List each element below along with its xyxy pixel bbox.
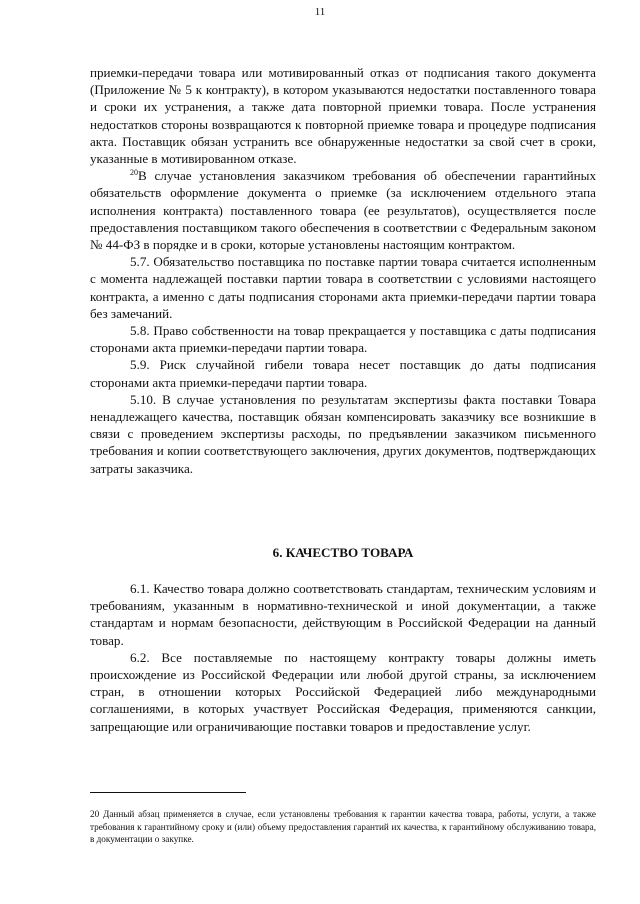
paragraph-5-10: 5.10. В случае установления по результатам экспертизы факта поставки Товара ненадлежащего качества, поставщик обязан компенсировать заказчику все возникшие в связи с проведением экспертизы расходы, по предъявлении заказчиком письменного требования и копии соответствующего заключения, других документов, подтверждающих затраты заказчика. <box>90 391 596 476</box>
section-heading: 6. КАЧЕСТВО ТОВАРА <box>272 545 414 560</box>
body-text <box>90 64 596 477</box>
page-number: 11 <box>314 6 326 18</box>
paragraph-6-1: 6.1. Качество товара должно соответствовать стандартам, техническим условиям и требованиям, указанным в нормативно-технической и иной документации, а также стандартам и нормам безопасности, действующим в Российской Федерации на данный товар. <box>90 581 596 648</box>
paragraph-5-7: 5.7. Обязательство поставщика по поставке партии товара считается исполненным с момента надлежащей поставки партии товара в соответствии с условиями настоящего контракта, а именно с даты подписания сторонами акта приемки-передачи партии товара без замечаний. <box>90 254 596 321</box>
paragraph-guarantee <box>90 167 596 253</box>
footnote-separator <box>90 792 246 793</box>
paragraph-5-8: 5.8. Право собственности на товар прекращается у поставщика с даты подписания сторонами акта приемки-передачи партии товара. <box>90 323 596 356</box>
paragraph-6-2: 6.2. Все поставляемые по настоящему контракту товары должны иметь происхождение из Российской Федерации или любой другой страны, за исключением стран, в отношении которых Российской Федерацией либо международными соглашениями, в которых участвует Российская Федерация, применяются санкции, запрещающие или ограничивающие поставки товаров и предоставление услуг. <box>90 649 596 734</box>
paragraph-guarantee-text: В случае установления заказчиком требования об обеспечении гарантийных обязательств оформление документа о приемке (за исключением отдельного этапа исполнения контракта) поставленного товара (ее результатов), осуществляется после предоставления поставщиком такого обеспечения в соответствии с Федеральным законом № 44-ФЗ в порядке и в сроки, которые установлены настоящим контрактом. <box>90 168 596 253</box>
footnote: 20 Данный абзац применяется в случае, если установлены требования к гарантии качества товара, работы, услуги, а также требования к гарантийному сроку и (или) объему предоставления гарантий их качества, к гарантийному обслуживанию товара, в документации о закупке. <box>90 809 596 845</box>
paragraph-continuation: приемки-передачи товара или мотивированный отказ от подписания такого документа (Приложение № 5 к контракту), в котором указываются недостатки поставленного товара и сроки их устранения, а также дата повторной приемки товара. После устранения недостатков стороны возвращаются к повторной приемке товара и процедуре подписания акта. Поставщик обязан устранить все обнаруженные недостатки за свой счет в сроки, указанные в мотивированном отказе. <box>90 65 596 167</box>
section-text <box>90 580 596 735</box>
footnote-marker[interactable]: 20 <box>130 168 138 178</box>
paragraph-5-9: 5.9. Риск случайной гибели товара несет поставщик до даты подписания сторонами акта приемки-передачи партии товара. <box>90 357 596 390</box>
